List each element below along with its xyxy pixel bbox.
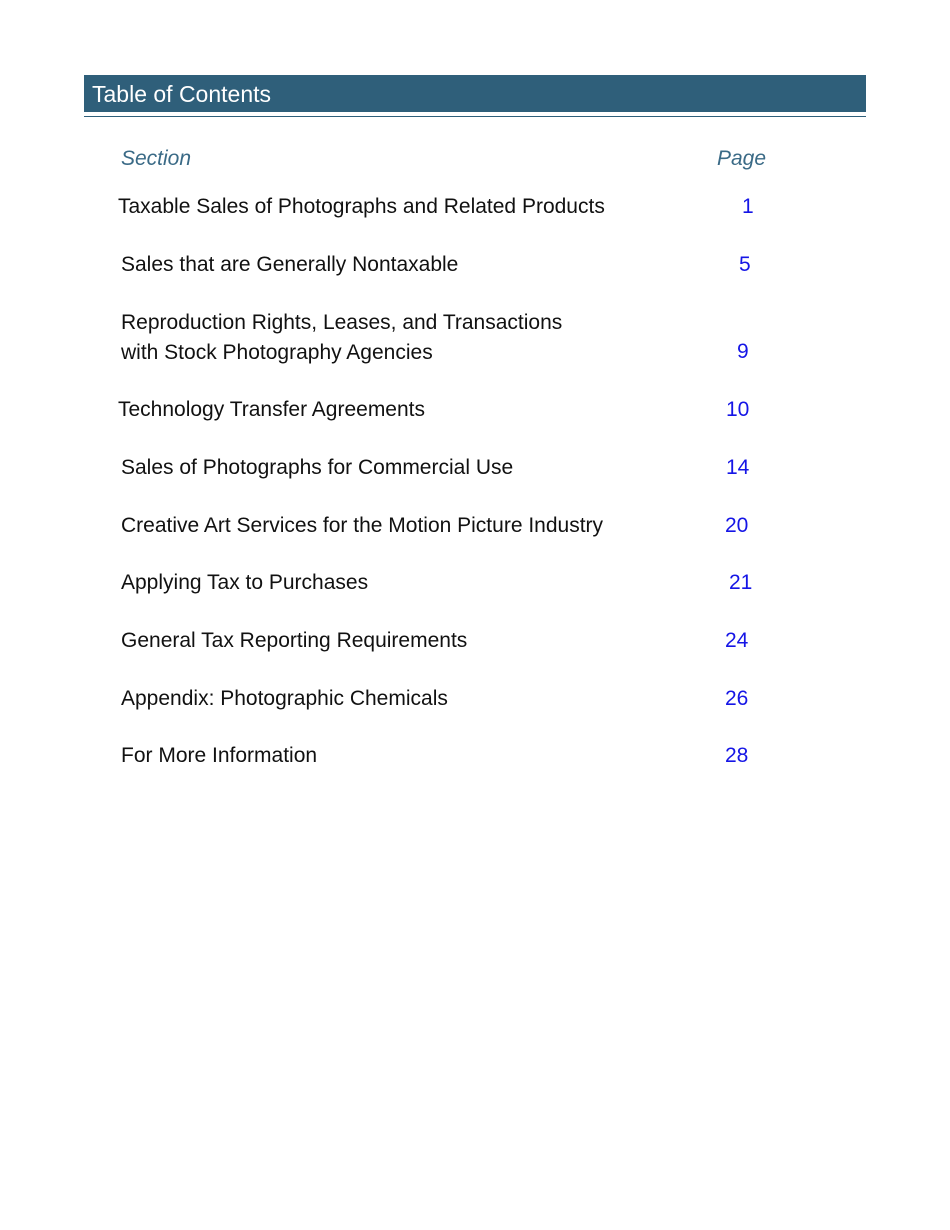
toc-entry-title[interactable]: Creative Art Services for the Motion Picture Industry: [121, 514, 604, 537]
toc-entry-page[interactable]: 21: [729, 571, 753, 594]
toc-entry-title[interactable]: Sales that are Generally Nontaxable: [121, 253, 459, 276]
toc-entry-page[interactable]: 24: [725, 629, 749, 652]
header-divider: [84, 116, 866, 117]
toc-entry-page[interactable]: 9: [737, 340, 749, 363]
toc-entry-title[interactable]: Reproduction Rights, Leases, and Transactions with Stock Photography Agencies: [121, 311, 563, 364]
toc-entry-title[interactable]: Technology Transfer Agreements: [118, 398, 426, 421]
toc-entry-page[interactable]: 5: [739, 253, 751, 276]
toc-entry-page[interactable]: 14: [726, 456, 750, 479]
toc-entry-page[interactable]: 28: [725, 744, 749, 767]
toc-header-bar: [84, 75, 866, 112]
column-header-section: Section: [121, 147, 192, 170]
toc-entry-title[interactable]: Applying Tax to Purchases: [121, 571, 369, 594]
toc-entry-page[interactable]: 10: [726, 398, 750, 421]
toc-entry-title[interactable]: General Tax Reporting Requirements: [121, 629, 468, 652]
toc-entry-page[interactable]: 26: [725, 687, 749, 710]
toc-entry-page[interactable]: 20: [725, 514, 749, 537]
toc-entry-page[interactable]: 1: [742, 195, 754, 218]
page-title: Table of Contents: [92, 81, 272, 107]
toc-entry-title[interactable]: Sales of Photographs for Commercial Use: [121, 456, 514, 479]
toc-entry-title[interactable]: Taxable Sales of Photographs and Related Products: [118, 195, 605, 218]
toc-entry-title[interactable]: For More Information: [121, 744, 318, 767]
column-header-page: Page: [717, 147, 767, 170]
toc-entry-title[interactable]: Appendix: Photographic Chemicals: [121, 687, 448, 710]
